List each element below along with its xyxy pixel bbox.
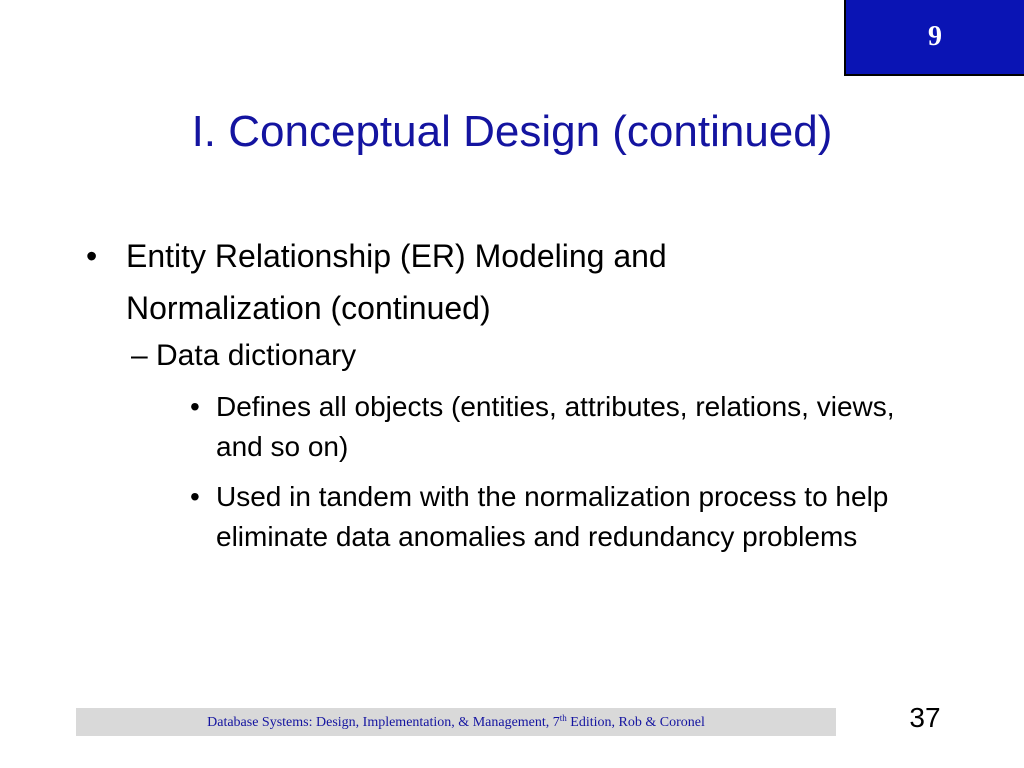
footer-superscript: th — [559, 713, 567, 723]
footer-citation — [76, 708, 836, 736]
footer-text-before: Database Systems: Design, Implementation, & Management, 7 — [207, 715, 560, 730]
bullet-icon: • — [86, 238, 98, 274]
bullet-level3-text: Defines all objects (entities, attributes, relations, views, and so on) — [216, 391, 895, 462]
chapter-number-badge — [844, 0, 1024, 76]
chapter-number: 9 — [928, 21, 942, 52]
page-number: 37 — [909, 702, 941, 733]
bullet-level3-text: Used in tandem with the normalization process to help eliminate data anomalies and redundancy problems — [216, 481, 889, 552]
slide-title: I. Conceptual Design (continued) — [191, 107, 833, 156]
footer-text-after: Edition, Rob & Coronel — [566, 715, 705, 730]
bullet-icon: • — [190, 481, 200, 512]
bullet-level1-text: Entity Relationship (ER) Modeling and Normalization (continued) — [126, 238, 667, 326]
bullet-level2: – Data dictionary — [131, 339, 357, 372]
bullet-icon: • — [190, 391, 200, 422]
